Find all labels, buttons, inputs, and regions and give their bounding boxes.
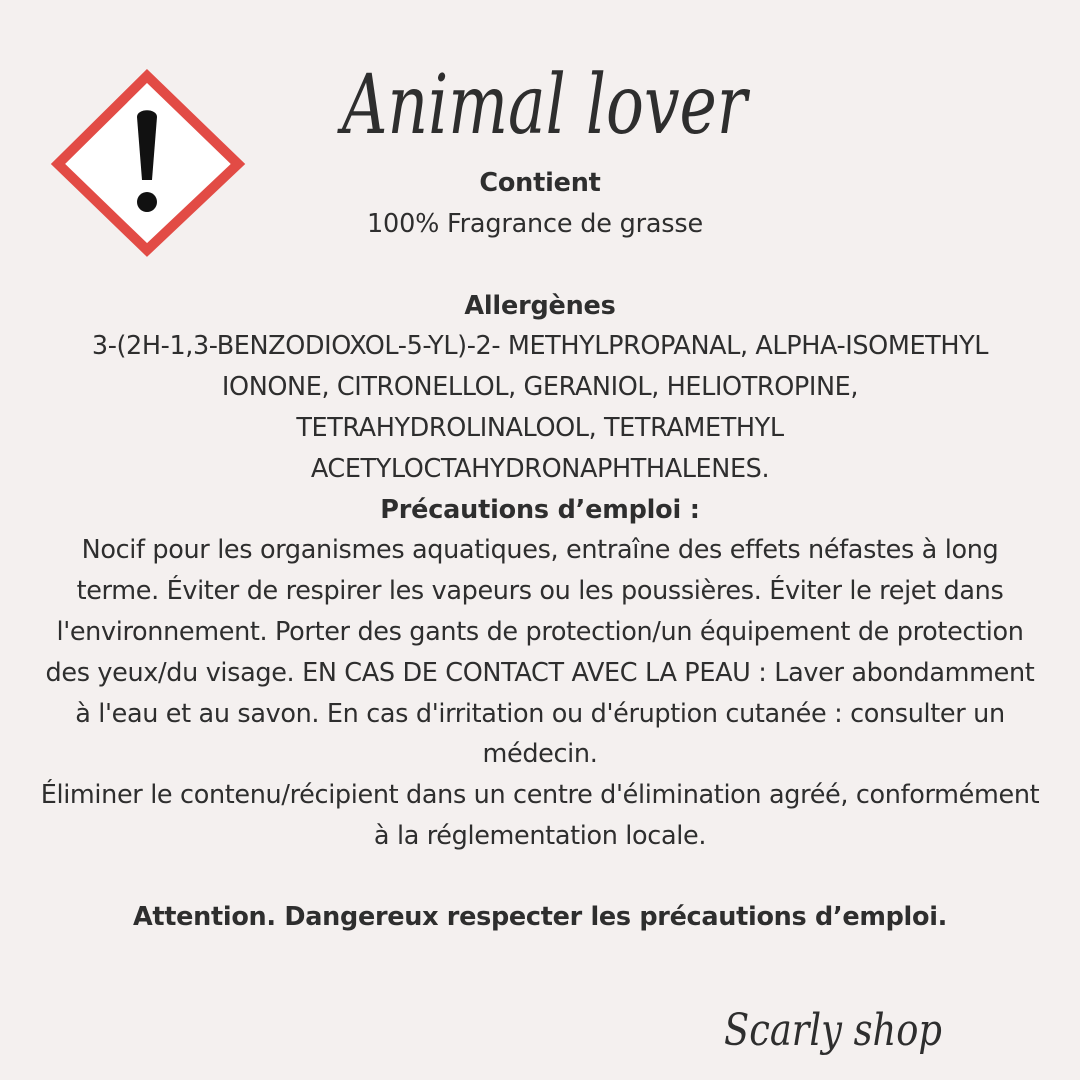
- signature-script: [716, 985, 956, 1080]
- disposal-text: Éliminer le contenu/récipient dans un centre d'élimination agréé, conformément à la réglementation locale.: [40, 780, 1040, 851]
- precautions-text: Nocif pour les organismes aquatiques, entraîne des effets néfastes à long terme. Éviter de respirer les vapeurs ou les poussières. Éviter le rejet dans l'environnement. Porter des gants de protection/un équipement de protection des yeux/du visage. EN CAS DE CONTACT AVEC LA PEAU : Laver abondamment à l'eau et au savon. En cas d'irritation ou d'éruption cutanée : consulter un médecin.: [45, 535, 1035, 770]
- precautions-label: Précautions d’emploi :: [380, 494, 700, 525]
- title-script: [330, 18, 760, 168]
- label-content: [40, 163, 1040, 938]
- contient-value: 100% Fragrance de grasse: [367, 208, 703, 239]
- page-title: Animal lover: [336, 58, 751, 153]
- shop-signature: Scarly shop: [724, 1005, 942, 1056]
- allergens-text: 3-(2H-1,3-BENZODIOXOL-5-YL)-2- METHYLPROPANAL, ALPHA-ISOMETHYL IONONE, CITRONELLOL, GERANIOL, HELIOTROPINE, TETRAHYDROLINALOOL, TETRAMETHYL ACETYLOCTAHYDRONAPHTHALENES.: [91, 331, 989, 484]
- contient-label: Contient: [479, 168, 601, 198]
- attention-text: Attention. Dangereux respecter les précautions d’emploi.: [132, 901, 948, 932]
- allergens-label: Allergènes: [464, 290, 616, 321]
